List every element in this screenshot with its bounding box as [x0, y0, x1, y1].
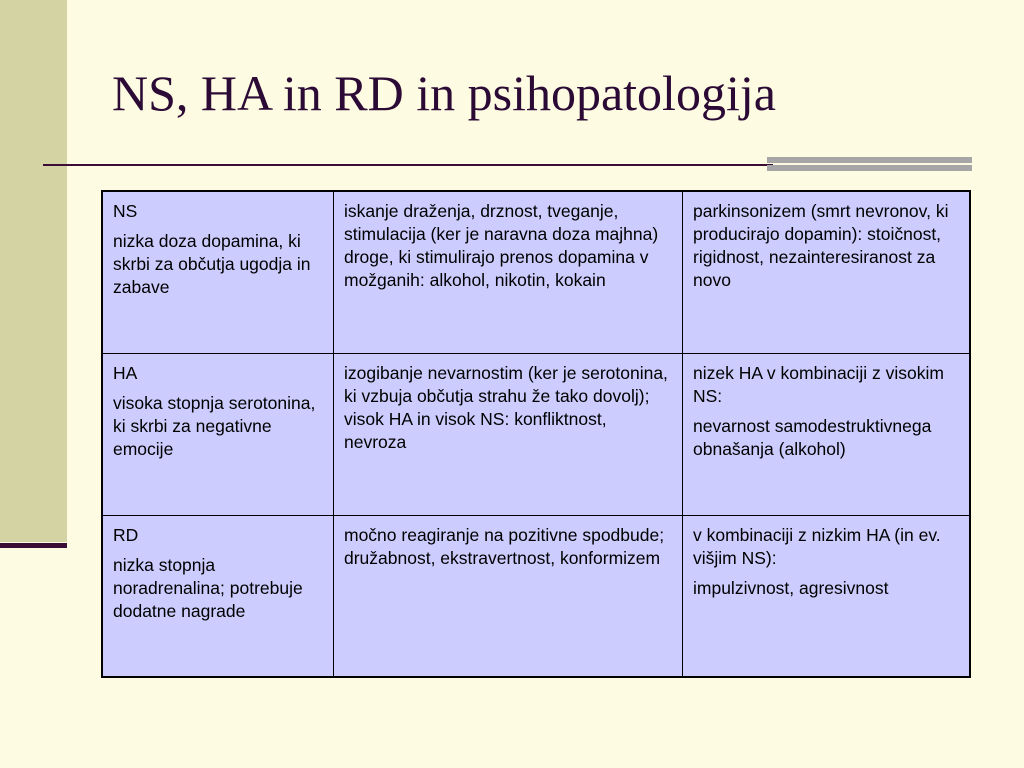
table-cell — [102, 354, 334, 516]
table-cell — [334, 516, 683, 678]
cell-text: iskanje draženja, drznost, tveganje, stimulacija (ker je naravna doza majhna) droge, ki stimulirajo prenos dopamina v možganih: alkohol, nikotin, kokain — [344, 201, 659, 290]
cell-text: v kombinaciji z nizkim HA (in ev. višjim NS): — [693, 525, 941, 568]
cell-heading: NS — [113, 201, 138, 221]
slide-title: NS, HA in RD in psihopatologija — [112, 65, 776, 121]
table-cell — [334, 354, 683, 516]
table-row-rd — [102, 516, 970, 678]
cell-text: nizka doza dopamina, ki skrbi za občutja ugodja in zabave — [113, 231, 311, 297]
table-cell — [683, 354, 971, 516]
decorative-sidebar — [0, 0, 67, 542]
table-row-ns — [102, 191, 970, 354]
cell-text: impulzivnost, agresivnost — [693, 578, 889, 598]
table-row-ha — [102, 354, 970, 516]
content-table — [101, 190, 971, 678]
cell-text: parkinsonizem (smrt nevronov, ki producirajo dopamin): stoičnost, rigidnost, nezainteresiranost za novo — [693, 201, 949, 290]
cell-text: nevarnost samodestruktivnega obnašanja (alkohol) — [693, 416, 932, 459]
decorative-sidebar-line — [0, 543, 67, 548]
cell-text: nizka stopnja noradrenalina; potrebuje dodatne nagrade — [113, 555, 303, 621]
cell-heading: RD — [113, 525, 139, 545]
cell-heading: HA — [113, 363, 138, 383]
decorative-stripes — [767, 157, 972, 179]
table-cell — [334, 191, 683, 354]
cell-text: močno reagiranje na pozitivne spodbude; družabnost, ekstravertnost, konformizem — [344, 525, 665, 568]
title-divider — [43, 164, 773, 166]
table-cell — [683, 191, 971, 354]
cell-text: visoka stopnja serotonina, ki skrbi za negativne emocije — [113, 393, 316, 459]
content-table-wrapper — [101, 190, 971, 678]
table-cell — [102, 191, 334, 354]
cell-text: izogibanje nevarnostim (ker je serotonina, ki vzbuja občutja strahu že tako dovolj); visok HA in visok NS: konfliktnost, nevroza — [344, 363, 668, 452]
table-cell — [683, 516, 971, 678]
cell-text: nizek HA v kombinaciji z visokim NS: — [693, 363, 944, 406]
table-cell — [102, 516, 334, 678]
